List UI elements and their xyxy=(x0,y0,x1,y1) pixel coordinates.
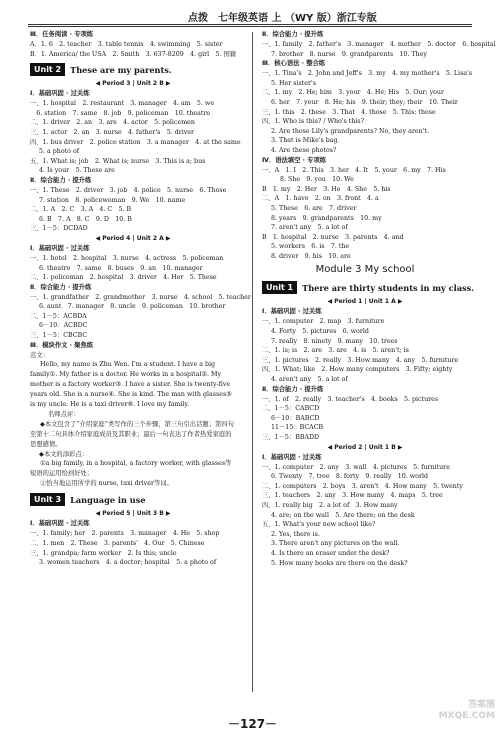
section-heading: Ⅳ．语法填空 · 专项练 xyxy=(262,156,327,164)
answer-line: 范文： xyxy=(30,351,49,359)
answer-line: 6－10：ACBDC xyxy=(39,322,88,330)
answer-line: 一、1. family 2. father's 3. manager 4. mother 5. doctor 6. hospital xyxy=(262,41,496,48)
unit-badge: Unit 3 xyxy=(30,493,65,506)
unit-title: There are thirty students in my class. xyxy=(302,282,475,293)
answer-line: 一、A 1. I 2. This 3. her 4. It 5. your 6. my 7. His xyxy=(262,166,446,174)
page-header xyxy=(0,0,500,30)
answer-line: 2. Yes, there is. xyxy=(271,530,320,538)
answer-line: 二、1. policeman 2. hospital 3. driver 4. Her 5. These xyxy=(30,274,217,282)
answer-line: 6. B 7. A 8. C 9. D 10. B xyxy=(39,215,132,223)
period-heading: ◀ Period 4 | Unit 2 A ▶ xyxy=(95,234,171,242)
answer-line: 三、1－5：CBCBC xyxy=(30,332,88,340)
answer-line: ◆本文的添彩点： xyxy=(39,450,88,458)
left-column xyxy=(30,30,251,568)
answer-line: 二、1－5：CABCD xyxy=(262,405,320,413)
section-heading: Ⅰ．基础巩固 · 过关练 xyxy=(30,244,90,252)
unit-heading xyxy=(262,280,475,295)
answer-line: 二、1. driver 2. an 3. are 4. actor 5. policemen xyxy=(30,119,195,127)
answer-line: B 1. hospital 2. nurse 3. parents 4. and xyxy=(262,233,404,241)
answer-line: 一、1. hospital 2. restaurant 3. manager 4. am 5. we xyxy=(30,100,215,108)
answer-line: 7. station 8. policewoman 9. We 10. name xyxy=(39,196,186,204)
answer-line: 一、1. These 2. driver 3. job 4. police 5. nurse 6. Those xyxy=(30,186,227,194)
answer-line: 5. a photo of xyxy=(39,148,80,156)
answer-line: 三、1. this 2. these 3. That 4. those 5. This; those xyxy=(262,108,436,116)
answer-line: 7. brother 8. nurse 9. grandparents 10. They xyxy=(271,50,427,58)
right-column xyxy=(262,30,496,568)
section-heading: Ⅰ．基础巩固 · 过关练 xyxy=(262,308,322,316)
answer-line: 二、1. A 2. C 3. A 4. C 5. B xyxy=(30,206,132,214)
unit-heading xyxy=(30,62,236,77)
answer-line: 二、1. men 2. These 3. parents' 4. Our 5. Chinese xyxy=(30,540,205,548)
answer-line: 8. She 9. you 10. We xyxy=(280,176,354,184)
answer-line: 4. Is there an eraser under the desk? xyxy=(271,549,390,557)
answer-line: 3. That is Mike's bag. xyxy=(271,137,340,145)
answer-line: 2. Are those Lily's grandparents? No, they aren't. xyxy=(271,127,429,135)
section-heading: Ⅱ．综合能力 · 提升练 xyxy=(30,283,92,291)
paragraph: Hello, my name is Zhu Wen. I'm a student. I have a big family①. My father is a doctor. He works in a hospital②. My mother is a factory worker③. I have a sister. She is twenty-five years old. She is a nurse④. She is kind. The man with glasses⑤ is my uncle. He is a taxi driver⑥. I love my family. xyxy=(30,361,232,409)
answer-line: 5. workers 6. is 7. the xyxy=(271,243,350,251)
answer-line: 6. Twenty 7. tree 8. forty 9. really 10. world xyxy=(271,473,429,481)
section-heading: Ⅲ．模块作文 · 聚焦练 xyxy=(30,341,94,349)
period-heading: ◀ Period 5 | Unit 3 B ▶ xyxy=(95,510,171,518)
answer-line: 一、1. hotel 2. hospital 3. nurse 4. actress 5. policeman xyxy=(30,254,224,262)
answer-line: 8. driver 9. his 10. are xyxy=(271,252,351,260)
answer-line: 四、1. What; like 2. How many computers 3. Fifty; eighty xyxy=(262,366,453,374)
answer-line: 一、1. computer 2. any 3. wall 4. pictures 5. furniture xyxy=(262,463,450,471)
answer-line: 三、1. grandpa; farm worker 2. Is this; uncle xyxy=(30,549,177,557)
section-heading: Ⅰ．基础巩固 · 过关练 xyxy=(30,520,90,528)
answer-line: 一、1. grandfather 2. grandmother 3. nurse 4. school 5. teacher xyxy=(30,293,251,301)
answer-line: 6. her 7. your 8. He; his 9. their; they; their 10. Their xyxy=(271,98,458,106)
section-heading: Ⅲ．核心语法 · 整合练 xyxy=(262,60,326,68)
answer-line: 三、1. pictures 2. really 3. How many 4. any 5. furniture xyxy=(262,356,459,364)
answer-line: 7. aren't any 5. a lot of xyxy=(271,224,348,232)
answer-line: 4. aren't any 5. a lot of xyxy=(271,376,348,384)
answer-line: 名师点评： xyxy=(48,411,80,419)
answer-line: 二、1. computers 2. boys 3. aren't 4. How many 5. twenty xyxy=(262,482,463,490)
answer-line: 5. How many books are there on the desk? xyxy=(271,559,408,567)
brand-logo: 点拨 xyxy=(188,13,208,24)
period-heading: ◀ Period 2 | Unit 1 B ▶ xyxy=(327,443,403,451)
answer-line: 二、A 1. have 2. on 3. front 4. a xyxy=(262,195,379,203)
section-heading: Ⅰ．基础巩固 · 过关练 xyxy=(30,90,90,98)
section-heading: Ⅰ．基础巩固 · 过关练 xyxy=(262,453,322,461)
paragraph: ◆本文包含了“介绍家庭”类写作的三个步骤，第三句引出话题；第四句至第十二句具体介绍家庭成员及其职业；最后一句表达了作者热爱家庭的思想感情。 xyxy=(30,420,234,448)
answer-line: 四、1. bus driver 2. police station 3. a manager 4. at the same xyxy=(30,138,241,146)
answer-line: 一、1. Tina's 2. John and Jeff's 3. my 4. my mother's 5. Lisa's xyxy=(262,70,473,78)
page-number: －127－ xyxy=(228,717,278,731)
answer-line: 三、1－5：BBADD xyxy=(262,434,320,441)
answer-line: 6. station 7. same 8. job 9. policeman 10. theatre xyxy=(30,109,211,117)
answer-line: 5. Her sister's xyxy=(271,79,316,87)
unit-title: Language in use xyxy=(70,494,146,505)
answer-line: 四、1. really big 2. a lot of 3. How many xyxy=(262,501,398,509)
answer-line: 一、1. family; her 2. parents 3. manager 4. He 5. shop xyxy=(30,530,220,538)
watermark-logo: 答案圈 MXQE.COM xyxy=(438,700,495,721)
answer-line: B．1. America/ the USA 2. Smith 3. 637-8209 4. girl 5. 国籍 xyxy=(30,50,237,58)
period-heading: ◀ Period 3 | Unit 2 B ▶ xyxy=(95,80,171,88)
answer-line: 8. years 9. grandparents 10. my xyxy=(271,214,382,222)
answer-line: B 1. my 2. Her 3. He 4. She 5. his xyxy=(262,185,391,193)
answer-line: 6－10：BABCD xyxy=(271,414,320,422)
answer-line: 3. women teachers 4. a doctor; hospital 5. a photo of xyxy=(39,559,217,567)
column-divider xyxy=(252,32,253,692)
answer-line: 4. Forty 5. pictures 6. world xyxy=(271,328,369,336)
answer-line: 二、1. is; is 2. are 3. are 4. is 5. aren't; is xyxy=(262,347,409,355)
unit-heading xyxy=(30,492,236,507)
section-heading: Ⅱ．综合能力 · 提升练 xyxy=(262,31,324,38)
section-heading: Ⅲ．任务阅读 · 专项练 xyxy=(30,31,94,38)
answer-line: A．1. 6 2. teacher 3. table tennis 4. swimming 5. sister xyxy=(30,41,223,48)
answer-line: 一、1. computer 2. map 3. furniture xyxy=(262,318,385,326)
answer-line: 五、1. What is; job 2. What is; nurse 3. This is a; bus xyxy=(30,157,206,165)
answer-line: 7. really 8. ninety 9. many 10. trees xyxy=(271,337,398,345)
answer-line: 二、1－5：ACBDA xyxy=(30,312,87,320)
answer-line: 四、1. Who is this? / Who's this? xyxy=(262,118,364,126)
answer-line: 4. Is your 5. These are xyxy=(39,167,115,175)
header-rule xyxy=(28,24,472,25)
answer-line: 4. are; on the wall 5. Are there; on the desk xyxy=(271,511,415,519)
module-heading: Module 3 My school xyxy=(315,264,415,276)
paragraph: ①a big family, in a hospital, a factory worker, with glasses等短语的运用恰到好处； xyxy=(30,460,232,478)
period-heading: ◀ Period 1 | Unit 1 A ▶ xyxy=(327,298,403,306)
section-heading: Ⅱ．综合能力 · 提升练 xyxy=(262,385,324,393)
paragraph: ②恰当地运用所学的 nurse, taxi driver等词。 xyxy=(40,480,173,488)
answer-line: 三、1. actor 2. an 3. nurse 4. father's 5. driver xyxy=(30,128,195,136)
answer-line: 三、1. teachers 2. any 3. How many 4. maps 5. tree xyxy=(262,492,443,500)
answer-line: 6. theatre 7. same 8. buses 9. an 10. manager xyxy=(39,264,203,272)
answer-line: 五、1. What's your new school like? xyxy=(262,521,376,529)
book-title: 七年级英语 上 （WY 版）浙江专版 xyxy=(218,13,377,24)
answer-line: 4. Are these photos? xyxy=(271,146,337,154)
answer-line: 6. aunt 7. manager 8. uncle 9. policeman 10. brother xyxy=(39,303,226,311)
answer-line: 三、1－5：DCDAD xyxy=(30,225,88,233)
unit-badge: Unit 2 xyxy=(30,63,65,76)
unit-title: These are my parents. xyxy=(70,64,172,75)
answer-line: 5. These 6. are 7. driver xyxy=(271,204,357,212)
answer-line: 11－15：BCACB xyxy=(271,424,324,432)
answer-line: 3. There aren't any pictures on the wall. xyxy=(271,540,400,548)
answer-line: 二、1. my 2. He; him 3. your 4. He; His 5. Our; your xyxy=(262,89,444,97)
section-heading: Ⅱ．综合能力 · 提升练 xyxy=(30,176,92,184)
header-rule-thin xyxy=(28,26,472,27)
unit-badge: Unit 1 xyxy=(262,281,297,294)
answer-line: 一、1. of 2. really 3. teacher's 4. books 5. pictures xyxy=(262,395,439,403)
